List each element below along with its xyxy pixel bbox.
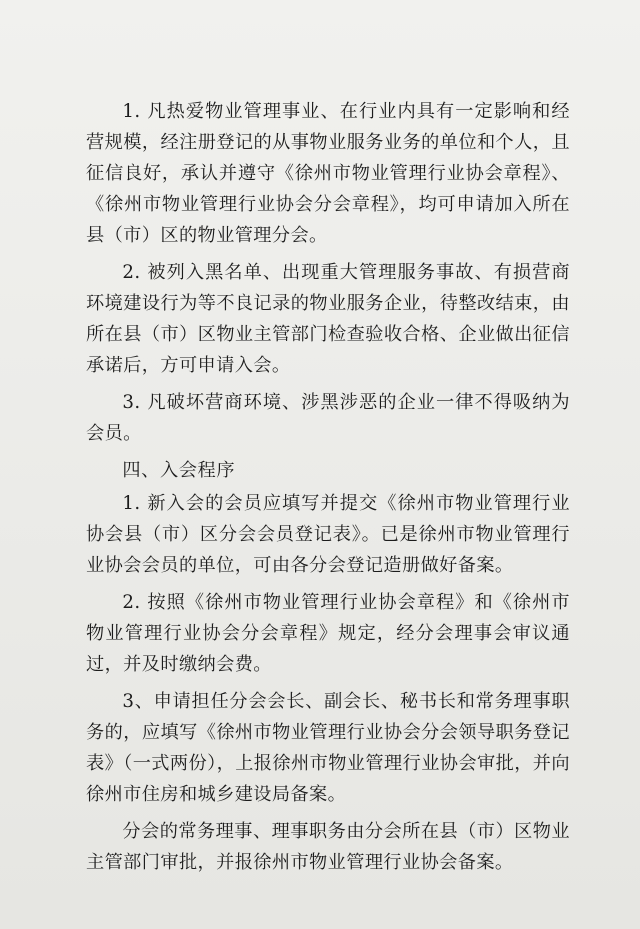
paragraph-s4-1: 1. 新入会的会员应填写并提交《徐州市物业管理行业协会县（市）区分会会员登记表》。已是徐州市物业管理行业协会会员的单位，可由各分会登记造册做好备案。 [86,493,570,576]
paragraph-s3-3: 3. 凡破坏营商环境、涉黑涉恶的企业一律不得吸纳为会员。 [86,392,570,444]
paragraph-s4-3: 3、申请担任分会会长、副会长、秘书长和常务理事职务的，应填写《徐州市物业管理行业协会分会领导职务登记表》（一式两份），上报徐州市物业管理行业协会审批，并向徐州市住房和城乡建设局备案。 [86,691,570,805]
paragraph-s3-2: 2. 被列入黑名单、出现重大管理服务事故、有损营商环境建设行为等不良记录的物业服务企业，待整改结束，由所在县（市）区物业主管部门检查验收合格、企业做出征信承诺后，方可申请入会。 [86,262,570,376]
paragraph-s4-2: 2. 按照《徐州市物业管理行业协会章程》和《徐州市物业管理行业协会分会章程》规定，经分会理事会审议通过，并及时缴纳会费。 [86,592,570,675]
section-heading-4: 四、入会程序 [122,460,236,481]
paragraph-s3-1: 1. 凡热爱物业管理事业、在行业内具有一定影响和经营规模，经注册登记的从事物业服务业务的单位和个人，且征信良好，承认并遵守《徐州市物业管理行业协会章程》、《徐州市物业管理行业协会分会章程》，均可申请加入所在县（市）区的物业管理分会。 [86,101,570,246]
paragraph-s4-4: 分会的常务理事、理事职务由分会所在县（市）区物业主管部门审批，并报徐州市物业管理行业协会备案。 [86,821,570,873]
